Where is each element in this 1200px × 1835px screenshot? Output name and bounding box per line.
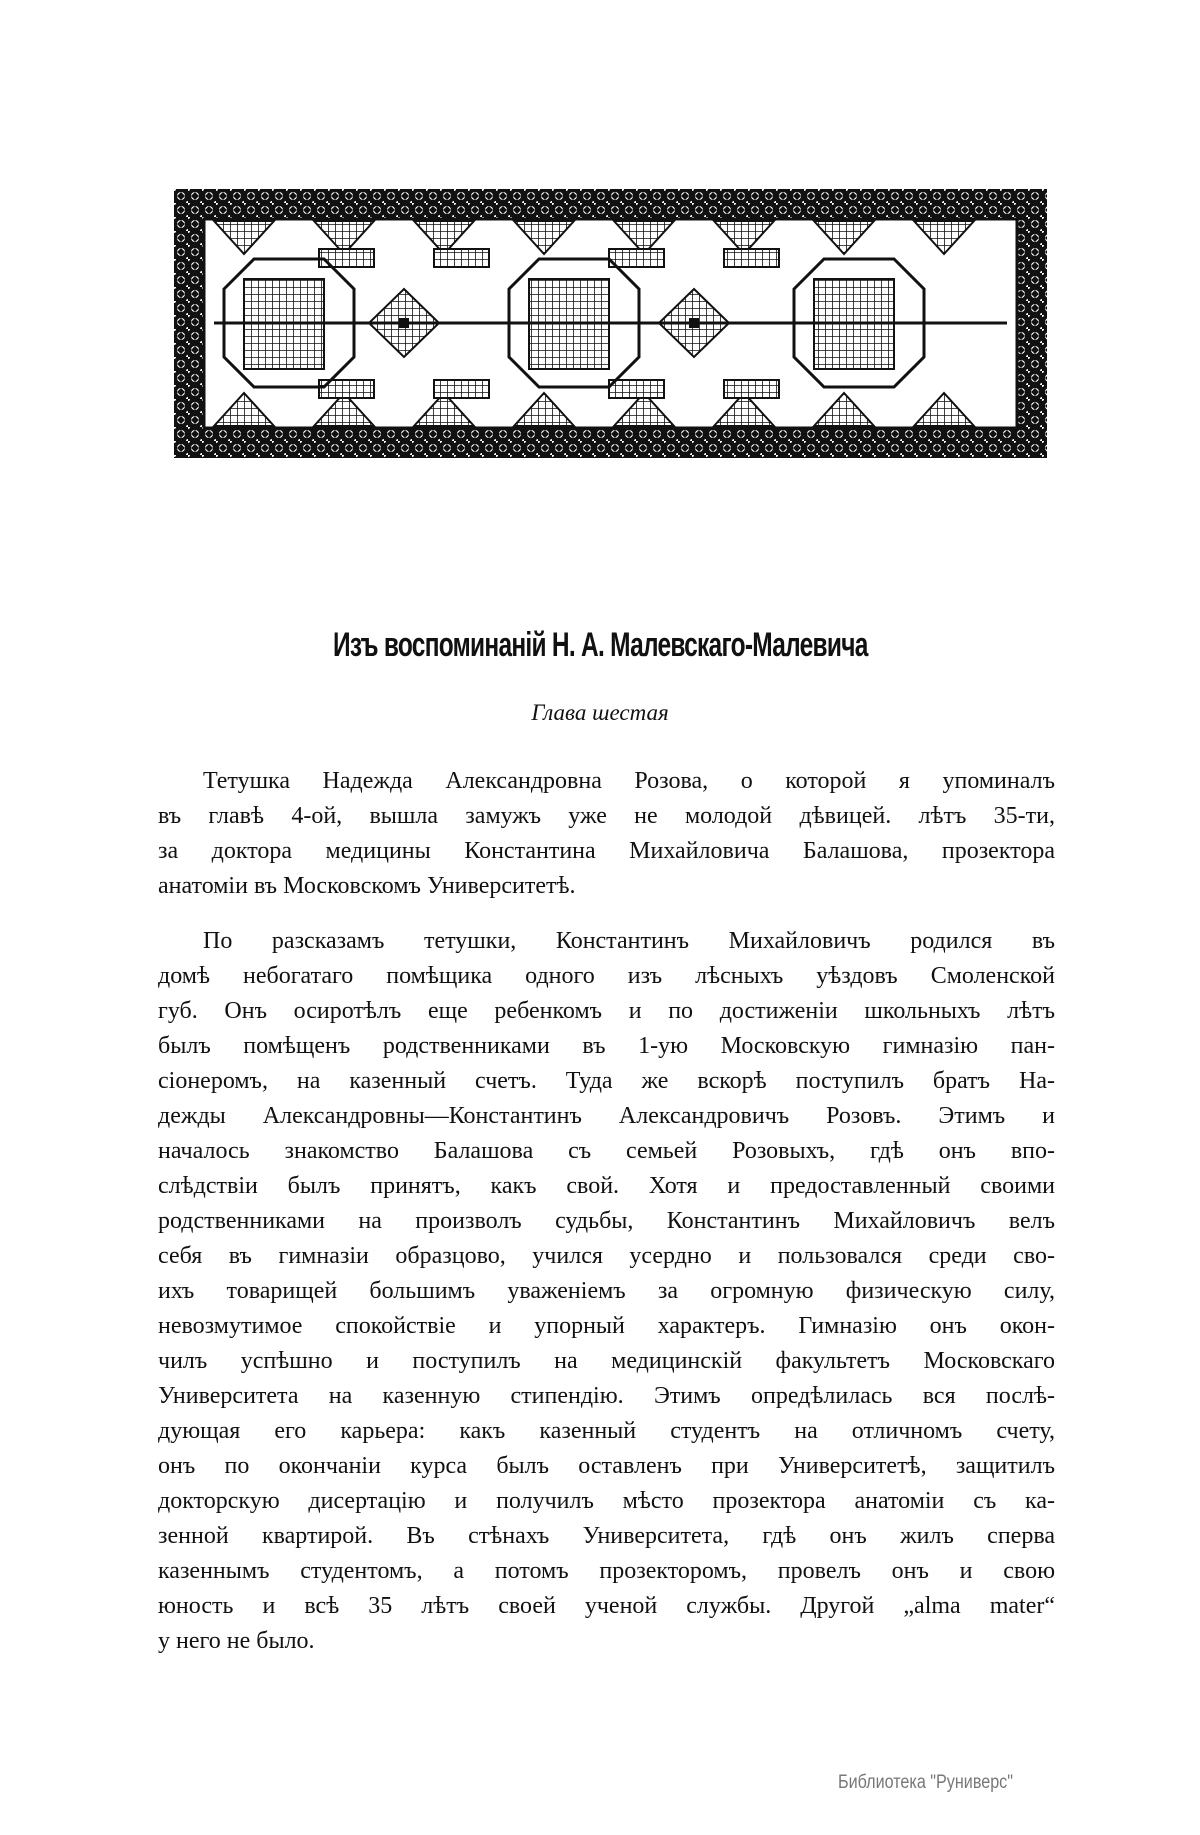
chapter-subtitle: Глава шестая	[531, 700, 669, 725]
text-line: у него не было.	[158, 1628, 315, 1654]
paragraph	[158, 764, 1055, 904]
text-line: По разсказамъ тетушки, Константинъ Михайловичъ родился въ	[203, 928, 1055, 954]
text-line: въ главѣ 4-ой, вышла замужъ уже не молодой дѣвицей. лѣтъ 35-ти,	[158, 803, 1055, 829]
text-line: ихъ товарищей большимъ уваженiемъ за огромную физическую силу,	[158, 1278, 1055, 1304]
text-line: себя въ гимназiи образцово, учился усердно и пользовался среди сво-	[158, 1243, 1055, 1269]
text-line: невозмутимое спокойствiе и упорный характеръ. Гимназiю онъ окон-	[158, 1313, 1055, 1339]
text-line: докторскую дисертацiю и получилъ мѣсто прозектора анатомiи съ ка-	[158, 1488, 1055, 1514]
text-line: родственниками на произволъ судьбы, Константинъ Михайловичъ велъ	[158, 1208, 1055, 1234]
text-line: анатомiи въ Московскомъ Университетѣ.	[158, 873, 576, 899]
text-line: юность и всѣ 35 лѣтъ своей ученой службы. Другой „alma mater“	[158, 1593, 1055, 1619]
text-line: Тетушка Надежда Александровна Розова, о которой я упоминалъ	[203, 768, 1055, 794]
text-line: Университета на казенную стипендiю. Этимъ опредѣлилась вся послѣ-	[158, 1383, 1055, 1409]
text-line: началось знакомство Балашова съ семьей Розовыхъ, гдѣ онъ впо-	[158, 1138, 1055, 1164]
text-line: былъ помѣщенъ родственниками въ 1-ую Московскую гимназiю пан-	[158, 1033, 1055, 1059]
text-line: зенной квартирой. Въ стѣнахъ Университета, гдѣ онъ жилъ сперва	[158, 1523, 1055, 1549]
article-title	[0, 626, 1200, 665]
folk-embroidery-ornament-icon	[174, 189, 1047, 458]
article-title-text: Изъ воспоминанiй Н. А. Малевскаго-Малевича	[332, 626, 868, 664]
paragraph	[158, 924, 1055, 1659]
text-line: губ. Онъ осиротѣлъ еще ребенкомъ и по достиженiи школьныхъ лѣтъ	[158, 998, 1055, 1024]
text-line: онъ по окончанiи курса былъ оставленъ при Университетѣ, защитилъ	[158, 1453, 1055, 1479]
article-body	[158, 764, 1055, 1679]
text-line: дующая его карьера: какъ казенный студентъ на отличномъ счету,	[158, 1418, 1055, 1444]
text-line: слѣдствiи былъ принятъ, какъ свой. Хотя и предоставленный своими	[158, 1173, 1055, 1199]
text-line: за доктора медицины Константина Михайловича Балашова, прозектора	[158, 838, 1055, 864]
text-line: дежды Александровны—Константинъ Александровичъ Розовъ. Этимъ и	[158, 1103, 1055, 1129]
text-line: чилъ успѣшно и поступилъ на медицинскiй факультетъ Московскаго	[158, 1348, 1055, 1374]
library-watermark: Библиотека "Руниверс"	[838, 1772, 1013, 1793]
text-line: сiонеромъ, на казенный счетъ. Туда же вскорѣ поступилъ братъ На-	[158, 1068, 1055, 1094]
text-line: домѣ небогатаго помѣщика одного изъ лѣсныхъ уѣздовъ Смоленской	[158, 963, 1055, 989]
text-line: казеннымъ студентомъ, а потомъ прозекторомъ, провелъ онъ и свою	[158, 1558, 1055, 1584]
